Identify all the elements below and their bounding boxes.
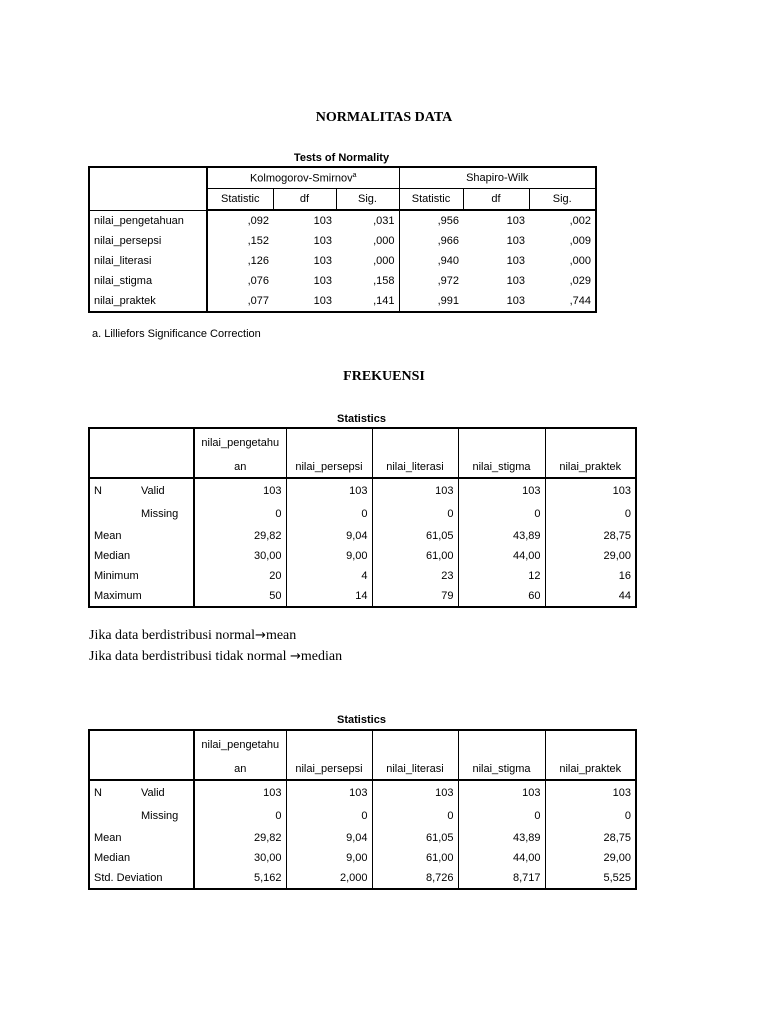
table-cell: 103 — [286, 780, 372, 804]
table-cell: 28,75 — [545, 526, 636, 546]
table-cell: 5,525 — [545, 868, 636, 889]
table-cell: 43,89 — [458, 526, 545, 546]
normality-table-caption: Tests of Normality — [293, 152, 390, 164]
table-cell: 44,00 — [458, 546, 545, 566]
table-cell: 103 — [506, 215, 525, 227]
table-cell: ,966 — [399, 231, 463, 251]
table-row — [89, 478, 636, 502]
table-cell: 103 — [313, 215, 332, 227]
table-cell: 8,717 — [458, 868, 545, 889]
table-cell: 29,82 — [194, 526, 286, 546]
col-header: nilai_literasi — [372, 730, 458, 780]
table-cell: 30,00 — [194, 546, 286, 566]
table-row — [89, 546, 636, 566]
table-cell: ,029 — [569, 275, 591, 287]
table-row — [89, 502, 636, 526]
group-header-sw: Shapiro-Wilk — [399, 167, 596, 189]
table-cell: 0 — [458, 502, 545, 526]
col-header: nilai_pengetahu an — [194, 428, 286, 478]
table-cell: ,031 — [373, 215, 395, 227]
table-cell: 60 — [458, 586, 545, 607]
table-cell: 103 — [313, 275, 332, 287]
table-row — [89, 804, 636, 828]
heading-frekuensi: FREKUENSI — [343, 369, 425, 384]
col-header: nilai_persepsi — [286, 730, 372, 780]
table-cell: 0 — [286, 502, 372, 526]
col-header: nilai_praktek — [545, 428, 636, 478]
table-cell: 79 — [372, 586, 458, 607]
row-label: nilai_literasi — [94, 255, 152, 267]
table-cell: 12 — [458, 566, 545, 586]
table-cell: 103 — [458, 478, 545, 502]
row-label: Maximum — [94, 590, 142, 602]
table-cell: 14 — [286, 586, 372, 607]
table-cell: 44 — [545, 586, 636, 607]
table-cell: ,956 — [399, 210, 463, 231]
table-cell: ,076 — [207, 271, 273, 291]
row-sublabel: Valid — [141, 484, 165, 497]
normality-footnote: a. Lilliefors Significance Correction — [92, 328, 261, 340]
normality-table — [88, 166, 597, 313]
row-label: Median — [94, 852, 131, 864]
table-cell: 9,04 — [286, 526, 372, 546]
table-row — [89, 868, 636, 889]
table-cell: 103 — [506, 275, 525, 287]
table-row — [89, 780, 636, 804]
table-cell: 28,75 — [545, 828, 636, 848]
table-cell: 16 — [545, 566, 636, 586]
table-cell: 103 — [372, 780, 458, 804]
table-cell: 103 — [545, 478, 636, 502]
col-header: Sig. — [529, 189, 596, 211]
group-header-ks: Kolmogorov-Smirnov$^a$ — [207, 167, 399, 189]
row-label — [89, 804, 137, 828]
header-corner — [89, 730, 194, 780]
table-cell: 0 — [286, 804, 372, 828]
col-header: Sig. — [336, 189, 399, 211]
table-cell: ,000 — [373, 235, 395, 247]
table-cell: 0 — [458, 804, 545, 828]
table-cell: ,152 — [207, 231, 273, 251]
table-cell: 103 — [194, 780, 286, 804]
table-cell: ,126 — [207, 251, 273, 271]
paragraph-line-1: Jika data berdistribusi normal→mean — [89, 628, 297, 643]
row-label: Mean — [94, 832, 122, 844]
col-header: nilai_pengetahu an — [194, 730, 286, 780]
col-header: df — [463, 189, 529, 211]
row-label — [89, 502, 137, 526]
row-label: nilai_pengetahuan — [94, 214, 184, 227]
arrow-right-icon: → — [290, 649, 301, 664]
table-cell: 103 — [458, 780, 545, 804]
table-cell: ,000 — [569, 255, 591, 267]
heading-normalitas: NORMALITAS DATA — [315, 110, 453, 125]
table-cell: ,002 — [569, 215, 591, 227]
header-corner — [89, 428, 194, 478]
row-sublabel: Missing — [141, 810, 179, 822]
table-cell: 61,00 — [372, 848, 458, 868]
table-cell: 103 — [286, 478, 372, 502]
table-row — [89, 210, 596, 231]
table-cell: 43,89 — [458, 828, 545, 848]
table-cell: 44,00 — [458, 848, 545, 868]
table-cell: 103 — [313, 235, 332, 247]
paragraph-line-2: Jika data berdistribusi tidak normal →median — [89, 649, 343, 664]
table-cell: 0 — [194, 804, 286, 828]
table-row — [89, 291, 596, 312]
table-cell: ,077 — [207, 291, 273, 312]
table-cell: 103 — [506, 235, 525, 247]
row-label: Minimum — [94, 570, 139, 582]
table-row — [89, 828, 636, 848]
table-cell: 103 — [506, 255, 525, 267]
table-cell: 30,00 — [194, 848, 286, 868]
table-cell: 4 — [286, 566, 372, 586]
table-cell: 8,726 — [372, 868, 458, 889]
table-cell: ,991 — [399, 291, 463, 312]
table-cell: 61,05 — [372, 828, 458, 848]
table-cell: 29,00 — [545, 546, 636, 566]
table-cell: 50 — [194, 586, 286, 607]
statistics-table-2-caption: Statistics — [337, 714, 386, 726]
statistics-table-2 — [88, 729, 637, 890]
table-cell: ,009 — [569, 235, 591, 247]
table-cell: 0 — [194, 502, 286, 526]
table-cell: 103 — [545, 780, 636, 804]
col-header: Statistic — [399, 189, 463, 211]
table-cell: 9,00 — [286, 546, 372, 566]
table-cell: ,141 — [373, 295, 395, 307]
arrow-right-icon: → — [255, 628, 266, 643]
table-cell: ,158 — [373, 275, 395, 287]
col-header: df — [273, 189, 336, 211]
table-cell: 103 — [313, 255, 332, 267]
row-label: Median — [94, 550, 131, 562]
table-cell: ,000 — [373, 255, 395, 267]
row-label: nilai_praktek — [94, 295, 156, 307]
table-cell: 23 — [372, 566, 458, 586]
table-cell: 61,05 — [372, 526, 458, 546]
table-cell: 103 — [194, 478, 286, 502]
col-header: Statistic — [207, 189, 273, 211]
table-cell: 5,162 — [194, 868, 286, 889]
row-sublabel: Missing — [141, 508, 179, 520]
table-row — [89, 526, 636, 546]
table-cell: ,744 — [569, 295, 591, 307]
table-row — [89, 271, 596, 291]
table-cell: 9,04 — [286, 828, 372, 848]
table-cell: 0 — [372, 502, 458, 526]
table-row — [89, 231, 596, 251]
row-label: nilai_stigma — [94, 275, 153, 287]
table-row — [89, 586, 636, 607]
table-cell: 29,00 — [545, 848, 636, 868]
table-cell: ,092 — [207, 210, 273, 231]
table-cell: 20 — [194, 566, 286, 586]
col-header: nilai_persepsi — [286, 428, 372, 478]
table-row — [89, 848, 636, 868]
row-sublabel: Valid — [141, 786, 165, 799]
table-cell: 0 — [545, 502, 636, 526]
row-label: N — [94, 786, 102, 799]
table-cell: ,972 — [399, 271, 463, 291]
row-label: Mean — [94, 530, 122, 542]
row-label: N — [94, 484, 102, 497]
table-cell: 2,000 — [286, 868, 372, 889]
header-corner — [89, 167, 207, 210]
table-cell: 9,00 — [286, 848, 372, 868]
table-cell: 29,82 — [194, 828, 286, 848]
col-header: nilai_stigma — [458, 428, 545, 478]
col-header: nilai_stigma — [458, 730, 545, 780]
col-header: nilai_literasi — [372, 428, 458, 478]
row-label: Std. Deviation — [94, 872, 163, 884]
statistics-table-1-caption: Statistics — [337, 413, 386, 425]
table-row — [89, 566, 636, 586]
table-cell: 103 — [506, 295, 525, 307]
table-cell: ,940 — [399, 251, 463, 271]
table-cell: 61,00 — [372, 546, 458, 566]
table-cell: 103 — [313, 295, 332, 307]
col-header: nilai_praktek — [545, 730, 636, 780]
table-cell: 0 — [372, 804, 458, 828]
table-row — [89, 251, 596, 271]
table-cell: 103 — [372, 478, 458, 502]
row-label: nilai_persepsi — [94, 235, 162, 247]
table-cell: 0 — [545, 804, 636, 828]
statistics-table-1 — [88, 427, 637, 608]
